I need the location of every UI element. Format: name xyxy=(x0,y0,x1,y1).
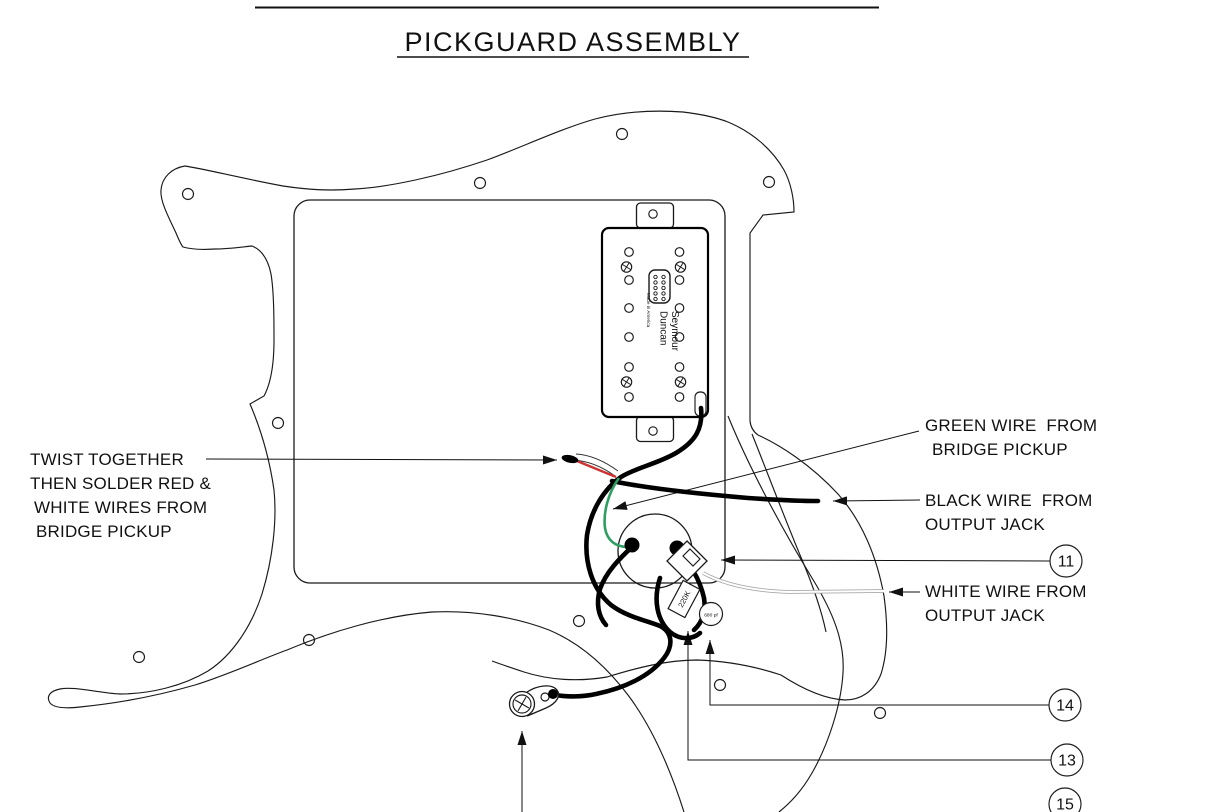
callout-15-number: 15 xyxy=(1056,796,1074,812)
seymour-duncan-logo xyxy=(649,270,670,303)
twist-label-line1: TWIST TOGETHER xyxy=(30,450,184,469)
green-wire-label xyxy=(925,416,1097,459)
screw-hole xyxy=(764,177,775,188)
pickup-mount-tab-bottom xyxy=(637,417,674,442)
screw-hole xyxy=(134,652,145,663)
pot-value-label xyxy=(668,580,700,617)
screw-hole xyxy=(273,418,284,429)
bridge-pickup xyxy=(602,203,708,442)
callout-14-leader xyxy=(710,640,1049,705)
callout-14-number: 14 xyxy=(1056,697,1074,715)
red-pickup-wire xyxy=(577,461,616,477)
callout-11-leader xyxy=(721,560,1050,561)
black-wire-leader xyxy=(833,500,920,501)
screw-hole xyxy=(715,680,726,691)
pot-solder-lug-left xyxy=(625,538,640,553)
brand-line-1: Seymour xyxy=(669,311,680,352)
black-wire-label-line2: OUTPUT JACK xyxy=(925,515,1045,534)
solder-twist-blob xyxy=(561,454,579,465)
capacitor xyxy=(700,603,723,626)
white-wire-label xyxy=(925,582,1087,625)
screw-hole xyxy=(875,708,886,719)
pot-value-text: 220K xyxy=(676,589,693,609)
screw-hole xyxy=(475,178,486,189)
callout-11-number: 11 xyxy=(1057,553,1075,571)
twist-label-line3: WHITE WIRES FROM xyxy=(34,498,208,517)
callout-14 xyxy=(1049,689,1081,721)
twist-leader xyxy=(206,459,557,460)
black-wire-from-output-jack xyxy=(612,481,818,501)
twist-label-line2: THEN SOLDER RED & xyxy=(30,474,211,493)
page-title: PICKGUARD ASSEMBLY xyxy=(404,27,742,57)
white-wire-from-output-jack-outline xyxy=(703,573,884,592)
screw-hole xyxy=(183,189,194,200)
brand-line-2: Duncan xyxy=(657,311,669,346)
capacitor-value-text: 680 pf xyxy=(704,613,718,619)
output-jack-lug xyxy=(510,686,559,717)
twist-label-line4: BRIDGE PICKUP xyxy=(36,522,172,541)
white-wire-label-line1: WHITE WIRE FROM xyxy=(925,582,1087,601)
callout-13-number: 13 xyxy=(1058,752,1076,770)
pickup-made-in-text xyxy=(646,293,651,328)
pickup-mount-tab-top xyxy=(637,203,674,228)
pickup-body xyxy=(602,228,708,417)
black-wire-label xyxy=(925,491,1093,534)
green-wire-label-line2: BRIDGE PICKUP xyxy=(932,440,1068,459)
black-wire-label-line1: BLACK WIRE FROM xyxy=(925,491,1093,510)
callout-13-leader xyxy=(688,631,1051,760)
screw-hole xyxy=(617,129,628,140)
callout-11 xyxy=(1050,545,1082,577)
callout-13 xyxy=(1051,744,1083,776)
twist-label xyxy=(30,450,211,541)
made-in-label: Made in America xyxy=(646,293,651,328)
wiring xyxy=(556,408,884,696)
lug-solder-dot xyxy=(548,689,558,699)
green-wire-label-line1: GREEN WIRE FROM xyxy=(925,416,1098,435)
callout-15 xyxy=(1049,788,1081,812)
screw-hole xyxy=(574,616,585,627)
white-wire-label-line2: OUTPUT JACK xyxy=(925,606,1045,625)
